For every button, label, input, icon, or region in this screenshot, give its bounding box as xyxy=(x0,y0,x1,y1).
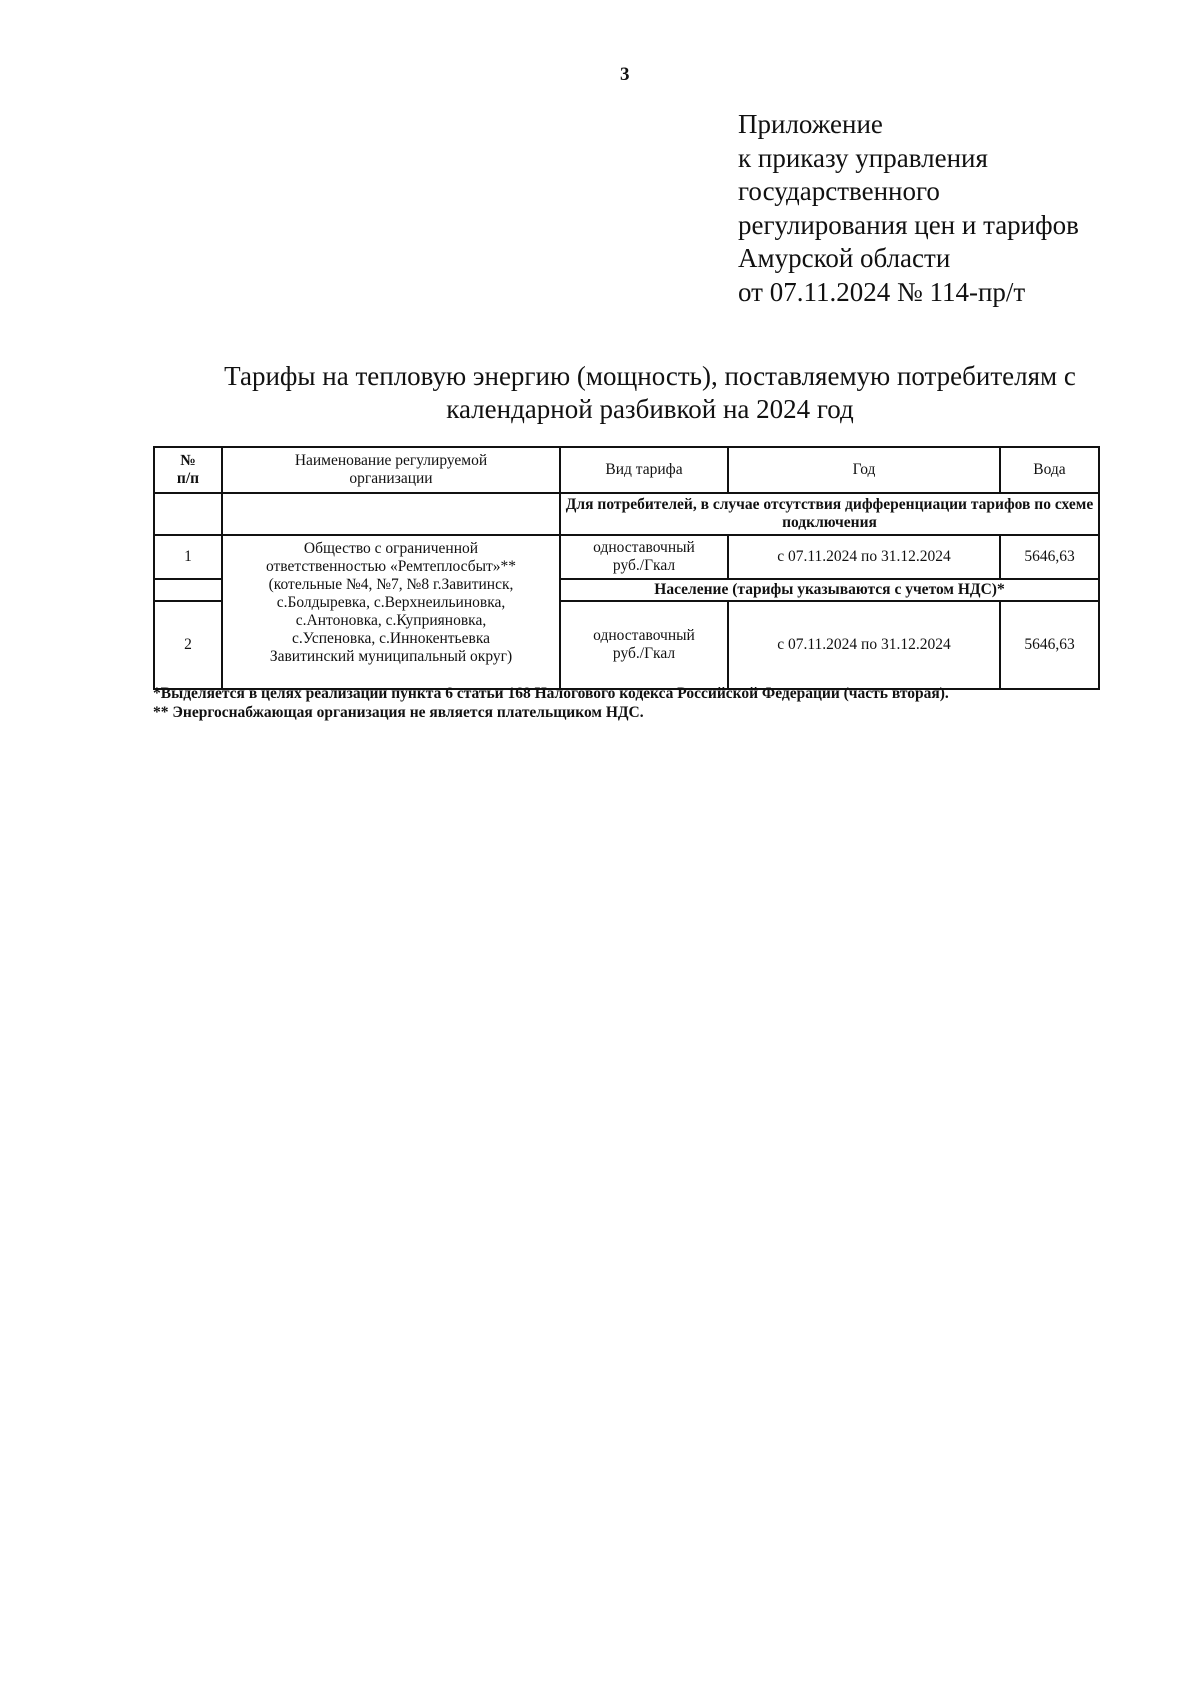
row-number: 1 xyxy=(154,535,222,579)
appendix-line: регулирования цен и тарифов xyxy=(738,209,1079,240)
empty-cell xyxy=(154,493,222,535)
organization-line: Общество с ограниченной xyxy=(303,540,479,557)
appendix-line: Амурской области xyxy=(738,243,951,273)
organization-line: ответственностью «Ремтеплосбыт»** xyxy=(265,558,517,575)
header-water: Вода xyxy=(1000,447,1099,493)
organization-line: (котельные №4, №7, №8 г.Завитинск, xyxy=(268,576,514,593)
tariff-type-cell xyxy=(560,535,728,579)
appendix-line: к приказу управления xyxy=(738,142,988,173)
tariff-type-line: одноставочный xyxy=(593,539,695,556)
footnote-not-vat-payer: ** Энергоснабжающая организация не является плательщиком НДС. xyxy=(153,704,644,721)
section-heading-consumers: Для потребителей, в случае отсутствия дифференциации тарифов по схеме подключения xyxy=(560,493,1099,535)
header-number-line: п/п xyxy=(176,470,200,487)
tariff-type-cell xyxy=(560,601,728,689)
header-organization xyxy=(222,447,560,493)
footnotes xyxy=(153,684,1113,722)
header-organization-line: Наименование регулируемой xyxy=(294,452,488,469)
water-tariff-cell: 5646,63 xyxy=(1000,601,1099,689)
period-cell: с 07.11.2024 по 31.12.2024 xyxy=(728,535,1000,579)
organization-line: с.Антоновка, с.Куприяновка, xyxy=(295,612,487,629)
tariff-table xyxy=(153,446,1100,690)
organization-line: с.Болдыревка, с.Верхнеильиновка, xyxy=(276,594,506,611)
table-header-row xyxy=(154,447,1099,493)
header-number-line: № xyxy=(180,452,196,469)
section-heading-population: Население (тарифы указываются с учетом НДС)* xyxy=(560,579,1099,601)
row-number: 2 xyxy=(154,601,222,689)
empty-cell xyxy=(222,493,560,535)
header-tariff-type: Вид тарифа xyxy=(560,447,728,493)
header-organization-line: организации xyxy=(349,470,433,487)
appendix-block xyxy=(738,108,1158,309)
footnote-vat: *Выделяется в целях реализации пункта 6 статьи 168 Налогового кодекса Российской Федерации (часть вторая). xyxy=(153,685,949,702)
page-number: 3 xyxy=(620,64,630,85)
appendix-line: государственного xyxy=(738,176,940,206)
tariff-unit-line: руб./Гкал xyxy=(612,645,676,662)
appendix-line: Приложение xyxy=(738,109,883,139)
period-cell: с 07.11.2024 по 31.12.2024 xyxy=(728,601,1000,689)
header-number xyxy=(154,447,222,493)
title-line: календарной разбивкой на 2024 год xyxy=(446,394,854,424)
empty-cell xyxy=(154,579,222,601)
organization-line: Завитинский муниципальный округ) xyxy=(269,648,513,665)
table-row xyxy=(154,535,1099,579)
tariff-type-line: одноставочный xyxy=(593,627,695,644)
organization-cell xyxy=(222,535,560,689)
document-title xyxy=(150,360,1150,426)
appendix-line: от 07.11.2024 № 114-пр/т xyxy=(738,276,1026,307)
header-year: Год xyxy=(728,447,1000,493)
title-line: Тарифы на тепловую энергию (мощность), поставляемую потребителям с xyxy=(224,361,1076,391)
water-tariff-cell: 5646,63 xyxy=(1000,535,1099,579)
section-row xyxy=(154,493,1099,535)
tariff-unit-line: руб./Гкал xyxy=(612,557,676,574)
organization-line: с.Успеновка, с.Иннокентьевка xyxy=(291,630,491,647)
